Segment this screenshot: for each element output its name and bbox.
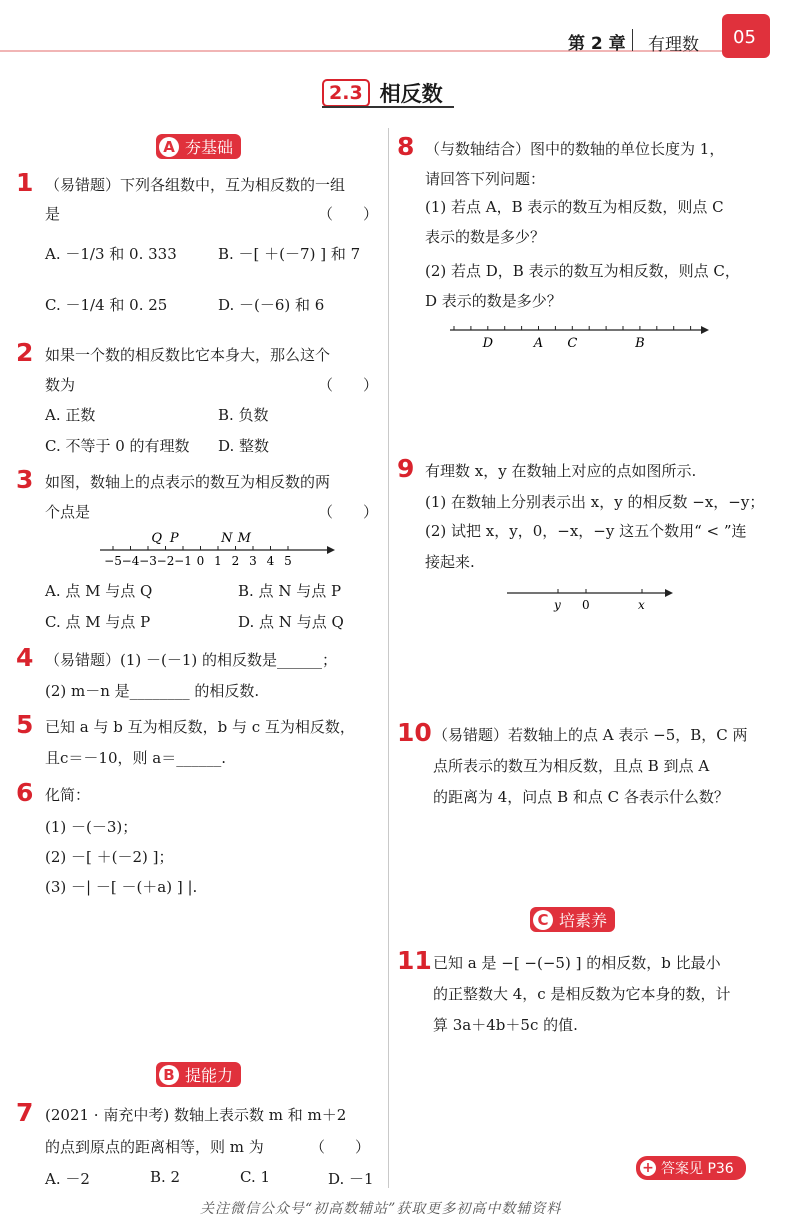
point-label-m: M [237,531,251,546]
option-c: C. 不等于 0 的有理数 [45,437,190,455]
number-line-q9 [505,585,675,615]
tick-label: 4 [266,554,275,568]
point-label-b: B [635,336,645,351]
question-text: 接起来. [425,553,475,571]
tick-label: −4 [121,554,140,568]
question-number: 2 [16,338,34,367]
chapter-label: 第 2 章 [568,34,626,54]
tick-label: 0 [196,554,205,568]
question-number: 4 [16,643,34,672]
question-text: (3) －| －[ －(＋a) ] |. [45,878,198,896]
axis-arrow [701,326,709,334]
question-text: 请回答下列问题： [425,170,546,188]
badge-label-a: 夯基础 [185,138,234,157]
badge-literacy [530,907,615,932]
question-text: 如图，数轴上的点表示的数互为相反数的两 [45,473,331,491]
option-a: A. 正数 [45,406,96,424]
tick-label: 2 [231,554,240,568]
question-text: (2) 试把 x，y，0，−x，−y 这五个数用“ < ”连 [425,522,747,540]
question-text: 个点是 [45,503,91,521]
option-b: B. 2 [150,1168,181,1186]
question-text: (2) m－n 是________ 的相反数. [45,682,260,700]
question-text: 已知 a 与 b 互为相反数，b 与 c 互为相反数， [45,718,355,736]
question-text: 数为 [45,376,76,394]
question-text: (2) －[ ＋(－2) ]； [45,848,174,866]
option-c: C. 1 [240,1168,271,1186]
point-label-0: 0 [582,598,590,612]
number-line-q8 [446,320,711,356]
badge-basic [156,134,241,159]
point-label-p: P [169,531,179,546]
option-b: B. －[ ＋(－7) ] 和 7 [218,245,361,263]
tick-label: 5 [284,554,292,568]
option-c: C. 点 M 与点 P [45,613,151,631]
option-d: D. －1 [328,1170,374,1188]
question-text: D 表示的数是多少？ [425,292,562,310]
point-label-a: A [533,336,544,351]
answer-bracket: （ ） [318,376,379,394]
header-divider [632,29,633,51]
tick-label: −1 [174,554,192,568]
option-d: D. 点 N 与点 Q [238,613,344,631]
question-number: 7 [16,1098,34,1127]
question-text: (1) 若点 A，B 表示的数互为相反数，则点 C [425,198,724,216]
section-underline [322,106,454,108]
point-label-c: C [567,336,578,351]
question-number: 8 [397,132,415,161]
question-text: 表示的数是多少？ [425,228,546,246]
column-divider [388,128,389,1188]
question-text: 已知 a 是 −[ −(−5) ] 的相反数，b 比最小 [433,954,721,972]
option-d: D. －(－6) 和 6 [218,296,325,314]
question-text: 的点到原点的距离相等，则 m 为 [45,1138,264,1156]
question-text: 的距离为 4，问点 B 和点 C 各表示什么数？ [433,788,729,806]
question-text: 算 3a＋4b＋5c 的值. [433,1016,578,1034]
tick-label: 3 [249,554,257,568]
question-number: 9 [397,454,415,483]
question-text: 是 [45,205,61,223]
option-b: B. 点 N 与点 P [238,582,342,600]
answer-bracket: （ ） [318,205,379,223]
question-text: 如果一个数的相反数比它本身大，那么这个 [45,346,331,364]
question-number: 3 [16,465,34,494]
answer-reference[interactable] [636,1156,746,1180]
badge-label-c: 培素养 [559,911,608,930]
point-label-d: D [482,336,494,351]
option-a: A. －2 [45,1170,90,1188]
question-text: 且c＝－10，则 a＝______. [45,749,226,767]
question-text: (1) 在数轴上分别表示出 x，y 的相反数 −x，−y； [425,493,765,511]
question-text: 点所表示的数互为相反数，且点 B 到点 A [433,757,710,775]
tick-label: −3 [139,554,157,568]
tick-label: 1 [214,554,222,568]
option-b: B. 负数 [218,406,269,424]
answer-bracket: （ ） [310,1138,371,1156]
chapter-name: 有理数 [648,35,699,55]
question-text: 的正整数大 4，c 是相反数为它本身的数，计 [433,985,731,1003]
tick-label: −5 [104,554,122,568]
question-text: (2021 · 南充中考) 数轴上表示数 m 和 m＋2 [45,1106,347,1124]
point-label-x: x [638,598,645,612]
number-line-q3 [95,528,335,574]
answer-reference-label: 答案见 P36 [661,1161,734,1177]
badge-letter-a: A [159,137,179,157]
section-heading [322,78,443,108]
question-text: (2) 若点 D，B 表示的数互为相反数，则点 C， [425,262,740,280]
option-d: D. 整数 [218,437,270,455]
question-text: 化简： [45,786,91,804]
page-number: 05 [733,27,756,48]
axis-arrow [327,546,335,554]
point-label-q: Q [151,531,163,546]
question-text: （易错题）若数轴上的点 A 表示 −5，B，C 两 [433,726,748,744]
question-number: 6 [16,778,34,807]
point-label-n: N [221,531,233,546]
badge-ability [156,1062,241,1087]
footer-note: 关注微信公众号“初高数辅站”获取更多初高中数辅资料 [200,1201,562,1217]
answer-bracket: （ ） [318,503,379,521]
option-c: C. －1/4 和 0. 25 [45,296,168,314]
question-text: （与数轴结合）图中的数轴的单位长度为 1， [425,140,725,158]
tick-label: −2 [156,554,175,568]
option-a: A. 点 M 与点 Q [45,582,153,600]
point-label-y: y [554,598,561,612]
badge-label-b: 提能力 [185,1066,234,1085]
question-number: 5 [16,710,34,739]
question-number: 10 [397,718,432,747]
question-number: 1 [16,168,34,197]
section-title: 相反数 [379,82,443,106]
section-number: 2.3 [322,79,370,107]
question-number: 11 [397,946,432,975]
question-text: （易错题）(1) －(－1) 的相反数是______； [45,651,338,669]
question-text: （易错题）下列各组数中，互为相反数的一组 [45,176,346,194]
axis-arrow [665,589,673,597]
option-a: A. －1/3 和 0. 333 [45,245,177,263]
plus-icon: + [640,1160,656,1176]
question-text: 有理数 x，y 在数轴上对应的点如图所示. [425,462,697,480]
badge-letter-c: C [533,910,553,930]
question-text: (1) －(－3)； [45,818,138,836]
badge-letter-b: B [159,1065,179,1085]
